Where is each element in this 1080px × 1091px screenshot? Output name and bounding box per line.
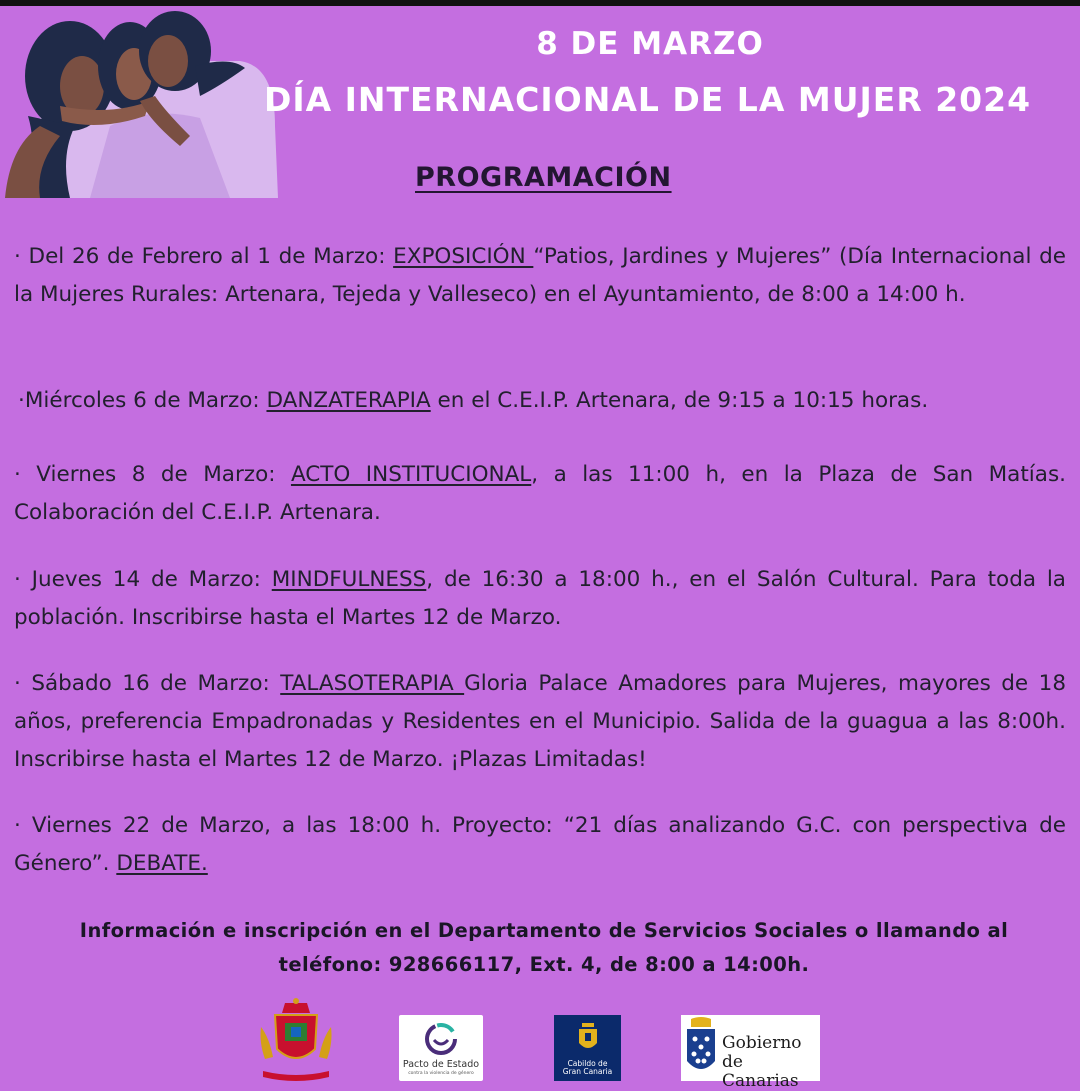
cabildo-logo <box>554 1015 621 1081</box>
event-highlight: EXPOSICIÓN <box>393 244 534 269</box>
event-item: · Sábado 16 de Marzo: TALASOTERAPIA Gloria Palace Amadores para Mujeres, mayores de 18 años, preferencia Empadronadas y Residentes en el Municipio. Salida de la guagua a las 8:00h. Inscribirse hasta el Martes 12 de Marzo. ¡Plazas Limitadas! <box>14 671 1067 772</box>
event-item: · Jueves 14 de Marzo: MINDFULNESS, de 16:30 a 18:00 h., en el Salón Cultural. Para toda la población. Inscribirse hasta el Martes 12 de Marzo. <box>14 567 1066 630</box>
event-highlight: MINDFULNESS <box>271 567 427 592</box>
gobierno-canarias-logo <box>681 1015 820 1091</box>
gobierno-label-1: Gobierno <box>722 1033 802 1053</box>
event-highlight: ACTO INSTITUCIONAL <box>290 462 532 487</box>
cabildo-shield-icon <box>576 1021 600 1055</box>
pacto-circle-icon <box>423 1021 459 1057</box>
coat-of-arms-icon <box>255 997 337 1083</box>
event-item: ·Miércoles 6 de Marzo: DANZATERAPIA en el C.E.I.P. Artenara, de 9:15 a 10:15 horas. <box>18 388 929 413</box>
gobierno-shield-icon <box>683 1017 719 1079</box>
event-highlight: DANZATERAPIA <box>266 388 431 413</box>
program-heading: PROGRAMACIÓN <box>415 162 672 193</box>
contact-info <box>14 914 1074 982</box>
event-highlight: DEBATE. <box>116 851 208 876</box>
event-item: · Viernes 8 de Marzo: ACTO INSTITUCIONAL, a las 11:00 h, en la Plaza de San Matías. Colaboración del C.E.I.P. Artenara. <box>14 462 1066 525</box>
event-highlight: TALASOTERAPIA <box>280 671 465 696</box>
pacto-sublabel: contra la violencia de género <box>408 1071 474 1076</box>
cabildo-label-1: Cabildo de <box>567 1059 608 1068</box>
pacto-estado-logo <box>399 1015 483 1081</box>
event-item: · Del 26 de Febrero al 1 de Marzo: EXPOSICIÓN “Patios, Jardines y Mujeres” (Día Internacional de la Mujeres Rurales: Artenara, Tejeda y Valleseco) en el Ayuntamiento, de 8:00 a 14:00 h. <box>14 244 1066 307</box>
pacto-label: Pacto de Estado <box>402 1059 480 1070</box>
contact-line: Información e inscripción en el Departamento de Servicios Sociales o llamando al <box>79 919 1009 942</box>
cabildo-label-2: Gran Canaria <box>562 1067 613 1076</box>
title-event: DÍA INTERNACIONAL DE LA MUJER 2024 <box>263 80 1032 119</box>
event-item: · Viernes 22 de Marzo, a las 18:00 h. Proyecto: “21 días analizando G.C. con perspectiva de Género”. DEBATE. <box>14 813 1066 876</box>
contact-phone: teléfono: 928666117, Ext. 4, de 8:00 a 14:00h. <box>278 953 810 976</box>
title-date: 8 DE MARZO <box>536 26 764 62</box>
gobierno-label-2: de Canarias <box>722 1052 799 1091</box>
